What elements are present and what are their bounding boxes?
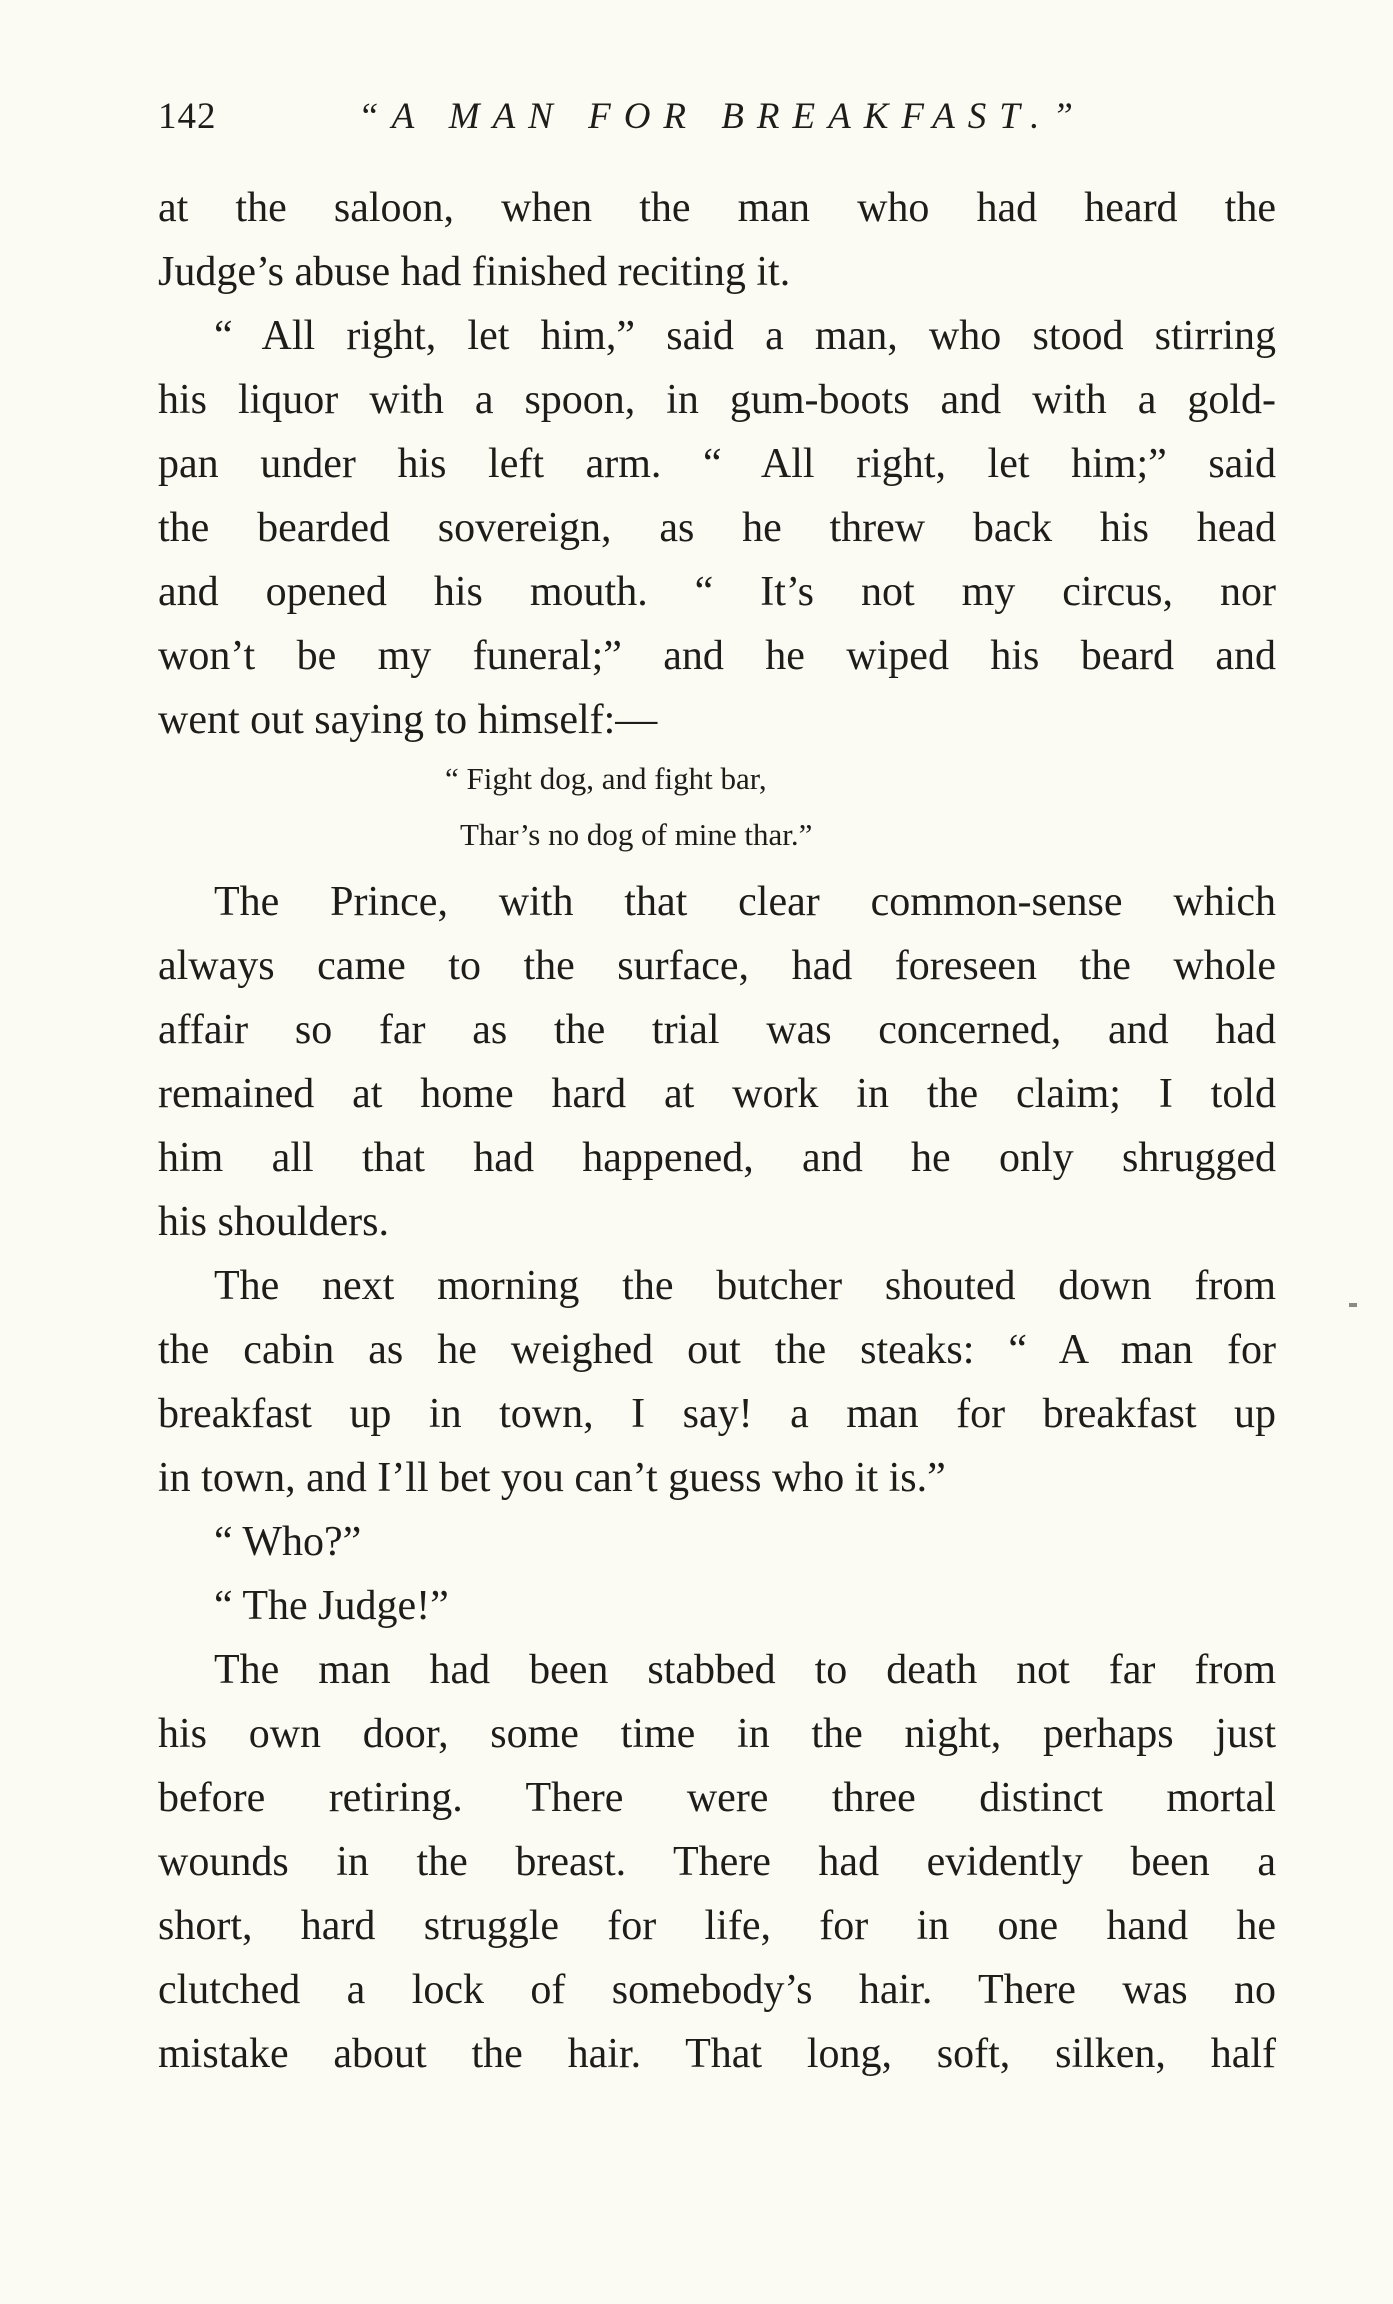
text-line: wounds in the breast. There had evidently been a [158,1839,1276,1885]
text-line: the bearded sovereign, as he threw back his head [158,505,1276,551]
margin-mark [1349,1303,1357,1307]
text-line: The Prince, with that clear common-sense which [214,879,1276,925]
text-line: pan under his left arm. “ All right, let him;” said [158,441,1276,487]
text-line: “ All right, let him,” said a man, who stood stirring [214,313,1276,359]
page-number: 142 [158,96,217,137]
text-line: Judge’s abuse had finished reciting it. [158,249,791,295]
text-line: went out saying to himself:— [158,697,658,743]
text-line: won’t be my funeral;” and he wiped his beard and [158,633,1276,679]
text-line: affair so far as the trial was concerned, and had [158,1007,1276,1053]
text-line: mistake about the hair. That long, soft, silken, half [158,2031,1276,2077]
text-line: his shoulders. [158,1199,389,1245]
text-line: breakfast up in town, I say! a man for breakfast up [158,1391,1276,1437]
verse-line: Thar’s no dog of mine thar.” [460,817,813,852]
text-line: remained at home hard at work in the claim; I told [158,1071,1276,1117]
running-head [158,92,1278,142]
verse-line: “ Fight dog, and fight bar, [445,761,767,796]
text-line: the cabin as he weighed out the steaks: “ A man for [158,1327,1276,1373]
text-line: “ Who?” [214,1519,362,1565]
text-line: his own door, some time in the night, perhaps just [158,1711,1276,1757]
text-line: before retiring. There were three distinct mortal [158,1775,1276,1821]
text-line: clutched a lock of somebody’s hair. There was no [158,1967,1276,2013]
text-line: him all that had happened, and he only shrugged [158,1135,1276,1181]
text-line: The next morning the butcher shouted down from [214,1263,1276,1309]
text-line: short, hard struggle for life, for in one hand he [158,1903,1276,1949]
running-title: “A MAN FOR BREAKFAST.” [358,96,1086,137]
text-line: his liquor with a spoon, in gum-boots and with a gold- [158,377,1276,423]
text-line: The man had been stabbed to death not far from [214,1647,1276,1693]
text-line: always came to the surface, had foreseen the whole [158,943,1276,989]
text-line: and opened his mouth. “ It’s not my circus, nor [158,569,1276,615]
text-line: at the saloon, when the man who had heard the [158,185,1276,231]
text-line: “ The Judge!” [214,1583,449,1629]
text-line: in town, and I’ll bet you can’t guess who it is.” [158,1455,946,1501]
